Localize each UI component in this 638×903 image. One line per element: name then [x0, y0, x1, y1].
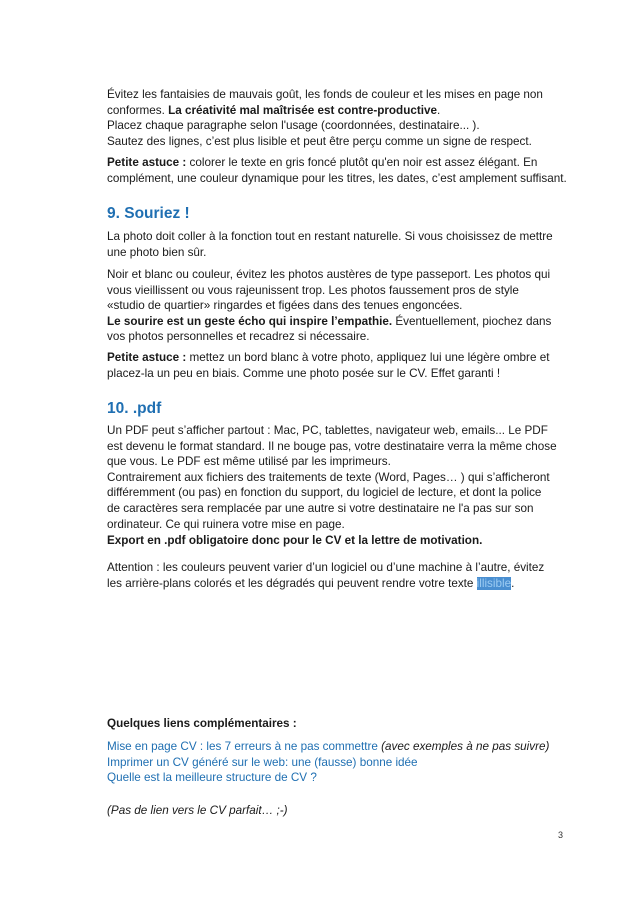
footnote: (Pas de lien vers le CV parfait… ;-): [107, 804, 288, 817]
link-structure-cv[interactable]: Quelle est la meilleure structure de CV ?: [107, 771, 317, 785]
tip-label: Petite astuce :: [107, 156, 190, 169]
smile-bold: Le sourire est un geste écho qui inspire l’empathie.: [107, 314, 393, 328]
section-10-paragraph-1: Un PDF peut s’afficher partout : Mac, PC, tablettes, navigateur web, emails... Le PDF est devenu le format standard. Il ne bouge pas, votre destinataire verra la même chose que vous. Le PDF est même utilisé par les imprimeurs. Contrairement aux fichiers des traitements de texte (Word, Pages… ) qui s’afficheront différemment (ou pas) en fonction du support, du logiciel de lecture, et dont la police de caractères sera remplacée par une autre si votre destinataire ne l'a pas sur son ordinateur. Ce qui ruinera votre mise en page.: [107, 424, 557, 531]
tip-paragraph-1: Petite astuce : colorer le texte en gris foncé plutôt qu'en noir est assez élégant. En complément, une couleur dynamique pour les titres, les dates, c’est amplement suffisant.: [107, 156, 567, 185]
intro-line-1: Évitez les fantaisies de mauvais goût, les fonds de couleur et les mises en page non: [107, 88, 543, 101]
intro-line-3: Placez chaque paragraphe selon l'usage (coordonnées, destinataire... ).: [107, 119, 480, 133]
links-list: Mise en page CV : les 7 erreurs à ne pas commettre (avec exemples à ne pas suivre) Imprimer un CV généré sur le web: une (fausse) bonne idée Quelle est la meilleure structure de CV ?: [107, 739, 567, 786]
export-notice: Export en .pdf obligatoire donc pour le CV et la lettre de motivation.: [107, 534, 483, 547]
link-imprimer-cv[interactable]: Imprimer un CV généré sur le web: une (fausse) bonne idée: [107, 755, 418, 769]
attention-paragraph: Attention : les couleurs peuvent varier d’un logiciel ou d’une machine à l’autre, évitez les arrière-plans colorés et les dégradés qui peuvent rendre votre texte illisible.: [107, 561, 545, 590]
section-9-paragraph-2: Noir et blanc ou couleur, évitez les photos austères de type passeport. Les photos qui vous vieillissent ou vous rajeunissent trop. Les photos faussement pros de style «studio de quartier» ringardes et figées dans des tenues engoncées. Le sourire est un geste écho qui inspire l’empathie. Éventuellement, piochez dans vos photos personnelles et recadrez si nécessaire.: [107, 268, 552, 344]
section-9-paragraph-1: La photo doit coller à la fonction tout en restant naturelle. Si vous choisissez de mettre une photo bien sûr.: [107, 230, 553, 259]
selected-word[interactable]: illisible: [476, 576, 512, 590]
section-9-title: 9. Souriez !: [107, 205, 190, 222]
page-number: 3: [558, 830, 564, 840]
intro-bold: La créativité mal maîtrisée est contre-productive: [168, 103, 437, 117]
intro-line-4: Sautez des lignes, c’est plus lisible et peut être perçu comme un signe de respect.: [107, 134, 532, 148]
section-9-tip: Petite astuce : mettez un bord blanc à votre photo, appliquez lui une légère ombre et placez-la un peu en biais. Comme une photo posée sur le CV. Effet garanti !: [107, 351, 550, 380]
section-10-title: 10. .pdf: [107, 400, 162, 417]
link-mise-en-page[interactable]: Mise en page CV : les 7 erreurs à ne pas commettre: [107, 740, 378, 753]
intro-paragraph: Évitez les fantaisies de mauvais goût, les fonds de couleur et les mises en page non conformes. La créativité mal maîtrisée est contre-productive. Placez chaque paragraphe selon l'usage (coordonnées, destinataire... ). Sautez des lignes, c’est plus lisible et peut être perçu comme un signe de respect.: [107, 87, 567, 149]
links-heading: Quelques liens complémentaires :: [107, 717, 297, 730]
